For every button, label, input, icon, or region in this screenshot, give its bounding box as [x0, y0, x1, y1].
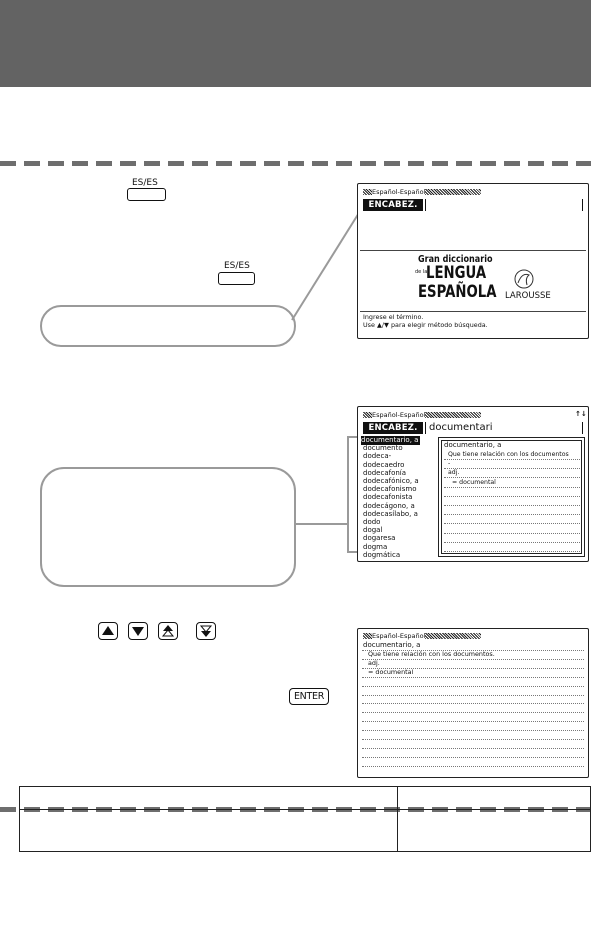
result-item: dodecafonía — [363, 468, 407, 477]
preview-line: adj. — [448, 469, 460, 477]
dictionary-logo — [415, 254, 508, 310]
ruled-line — [444, 468, 580, 469]
ruled-line — [362, 748, 584, 749]
es-es-key-1 — [127, 188, 166, 201]
hatch-icon — [363, 633, 372, 639]
es-es-key-label-1: ES/ES — [132, 178, 158, 188]
larousse-sower-icon — [512, 268, 536, 290]
entry-line: adj. — [368, 658, 380, 667]
logo-line1: Gran diccionario — [418, 254, 493, 265]
ruled-line — [362, 712, 584, 713]
page-down-key — [196, 622, 216, 640]
hatch-icon — [363, 412, 372, 418]
result-item: dogal — [363, 526, 383, 535]
section-divider-top — [0, 161, 591, 166]
result-item: dodecágono, a — [363, 501, 415, 510]
result-item: dodecaedro — [363, 460, 405, 469]
result-item: dogma — [363, 542, 388, 551]
callout-bracket-2 — [294, 434, 364, 556]
ruled-line — [362, 757, 584, 758]
page-up-arrow-icon — [159, 623, 177, 639]
screen1-divider-2 — [360, 311, 586, 312]
larousse-brand: LAROUSSE — [505, 291, 551, 301]
preview-line: - — [448, 460, 451, 468]
callout-bubble-1 — [40, 305, 296, 347]
result-item: documento — [363, 444, 403, 453]
ruled-line — [444, 496, 580, 497]
page-up-key — [158, 622, 178, 640]
down-key — [128, 622, 148, 640]
table-cell — [20, 787, 398, 810]
ruled-line — [362, 730, 584, 731]
header-band — [0, 0, 591, 87]
hatch-bar-icon — [425, 633, 481, 639]
result-item: dodecasílabo, a — [363, 509, 418, 518]
screen3-title-row — [363, 632, 481, 641]
es-es-key-label-2: ES/ES — [224, 261, 250, 271]
results-list — [358, 436, 438, 560]
result-item: dodecafónico, a — [363, 477, 419, 485]
screen1-hint-line1: Ingrese el término. — [363, 313, 424, 321]
ruled-line — [362, 659, 584, 660]
up-key — [98, 622, 118, 640]
screen2-input-value: documentari — [429, 422, 493, 433]
screen1-field-label: ENCABEZ. — [363, 199, 423, 211]
screen3-title: Español-Español — [372, 632, 426, 640]
hatch-icon — [363, 189, 372, 195]
screen2-search-input — [425, 422, 583, 434]
table-cell — [398, 787, 591, 810]
result-item: dodecafonismo — [363, 485, 417, 494]
ruled-line — [362, 766, 584, 767]
screen1-hint-line2: Use ▲/▼ para elegir método búsqueda. — [363, 321, 488, 329]
logo-line3: ESPAÑOLA — [418, 282, 497, 302]
device-screen-entry — [357, 628, 589, 778]
table-cell — [20, 810, 398, 852]
hatch-bar-icon — [425, 189, 481, 195]
logo-line2: LENGUA — [426, 263, 487, 283]
ruled-line — [444, 505, 580, 506]
result-item: dogmática — [363, 550, 401, 559]
entry-line: = documental — [368, 667, 414, 676]
ruled-line — [362, 677, 584, 678]
es-es-key-2 — [218, 272, 255, 285]
enter-key: ENTER — [289, 688, 329, 705]
bottom-table — [19, 786, 591, 852]
ruled-line — [362, 721, 584, 722]
preview-pane — [438, 437, 585, 557]
ruled-line — [362, 695, 584, 696]
up-arrow-icon — [99, 623, 117, 639]
ruled-line — [362, 703, 584, 704]
ruled-line — [444, 523, 580, 524]
ruled-line — [444, 551, 580, 552]
result-item: dodecafonista — [363, 493, 413, 502]
device-screen-initial — [357, 183, 589, 339]
ruled-line — [444, 542, 580, 543]
ruled-line — [444, 487, 580, 488]
ruled-line — [444, 459, 580, 460]
ruled-line — [444, 514, 580, 515]
page-down-arrow-icon — [197, 623, 215, 639]
result-item: dogaresa — [363, 534, 396, 543]
logo-prefix: de la — [415, 269, 428, 275]
table-row — [20, 787, 591, 810]
table-cell — [398, 810, 591, 852]
screen2-title-row — [363, 411, 481, 420]
table-row — [20, 810, 591, 852]
screen3-headword: documentario, a — [363, 641, 421, 649]
result-item: dodo — [363, 518, 381, 526]
device-screen-results — [357, 406, 589, 562]
preview-line: Que tiene relación con los documentos — [448, 451, 569, 458]
scroll-updown-icon: ↑↓ — [575, 410, 587, 418]
result-item: documentario, a — [361, 436, 419, 444]
entry-line: Que tiene relación con los documentos. — [368, 650, 495, 658]
screen1-divider-1 — [360, 250, 586, 251]
screen1-title-row — [363, 188, 481, 197]
screen1-search-input — [425, 199, 583, 211]
preview-pane-inner — [441, 440, 582, 554]
down-arrow-icon — [129, 623, 147, 639]
hatch-bar-icon — [425, 412, 481, 418]
screen2-title: Español-Español — [372, 411, 426, 419]
ruled-line — [444, 533, 580, 534]
ruled-line — [362, 686, 584, 687]
callout-bubble-2 — [40, 467, 296, 587]
screen1-title: Español-Español — [372, 188, 426, 196]
screen2-field-label: ENCABEZ. — [363, 422, 423, 434]
ruled-line — [362, 739, 584, 740]
preview-headword: documentario, a — [444, 441, 502, 449]
result-item: dodeca- — [363, 452, 392, 461]
preview-line: = documental — [452, 478, 496, 486]
